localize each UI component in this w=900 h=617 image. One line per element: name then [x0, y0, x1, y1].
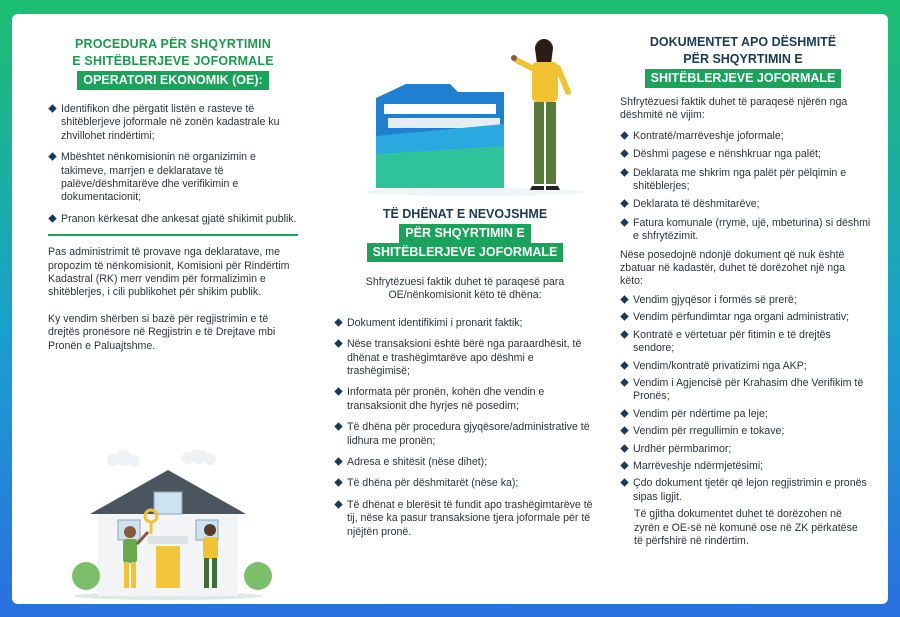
- section-divider: [48, 234, 298, 236]
- middle-banner-line1: PËR SHQYRTIMIN E: [399, 224, 530, 243]
- left-title-line2: E SHITËBLERJEVE JOFORMALE: [72, 54, 274, 68]
- folder-illustration: [354, 26, 594, 198]
- list-item: Marrëveshje ndërmjetësimi;: [620, 460, 874, 473]
- diamond-bullet-icon: [620, 313, 628, 321]
- list-item: Dokument identifikimi i pronarit faktik;: [334, 317, 596, 330]
- diamond-bullet-icon: [620, 218, 628, 226]
- list-item: Adresa e shitësit (nëse dihet);: [334, 456, 596, 469]
- right-outro: Të gjitha dokumentet duhet të dorëzohen në zyrën e OE-së në komunë ose në ZK përkatëse të përfshirë në rindërtim.: [634, 508, 858, 547]
- middle-column: [334, 14, 596, 604]
- right-bullet-list-2: [612, 294, 874, 504]
- diamond-bullet-icon: [48, 214, 56, 222]
- left-paragraph-2: Ky vendim shërben si bazë për regjistrimin e të drejtës pronësore në Regjistrin e të Drejtave mbi Pronën e Paluajtshme.: [48, 312, 276, 352]
- diamond-bullet-icon: [334, 318, 342, 326]
- list-item: Informata për pronën, kohën dhe vendin e transaksionit dhe hyrjes në posedim;: [334, 386, 596, 413]
- list-item: Vendim i Agjencisë për Krahasim dhe Verifikim të Pronës;: [620, 377, 874, 404]
- diamond-bullet-icon: [620, 461, 628, 469]
- list-item: Identifikon dhe përgatit listën e rasteve të shitëblerjeve joformale në zonën kadastrale ku zhvillohet rindërtimi;: [48, 103, 298, 143]
- house-illustration: [68, 450, 278, 600]
- left-paragraph-1: Pas administrimit të provave nga deklaratave, me propozim të nënkomisionit, Komisioni për Rindërtim Kadastral (RK) merr vendim për formalizimin e shitëblerjes, i cili publikohet për shikim publik.: [48, 246, 290, 299]
- list-item: Vendim/kontratë privatizimi nga AKP;: [620, 360, 874, 373]
- diamond-bullet-icon: [334, 423, 342, 431]
- list-item: Mbështet nënkomisionin në organizimin e takimeve, marrjen e deklaratave të palëve/dëshmitarëve dhe verifikimin e dokumentacionit;: [48, 151, 298, 205]
- diamond-bullet-icon: [334, 479, 342, 487]
- list-item: Kontratë e vërtetuar për fitimin e të drejtës sendore;: [620, 329, 874, 356]
- list-item: Vendim për ndërtime pa leje;: [620, 408, 874, 421]
- list-item: Pranon kërkesat dhe ankesat gjatë shikimit publik.: [48, 213, 298, 226]
- list-item: Vendim përfundimtar nga organi administrativ;: [620, 311, 874, 324]
- right-mid-text: Nëse posedojnë ndonjë dokument që nuk është zbatuar në kadastër, duhet të dorëzohet një nga këto:: [620, 248, 845, 288]
- diamond-bullet-icon: [620, 378, 628, 386]
- diamond-bullet-icon: [620, 426, 628, 434]
- diamond-bullet-icon: [48, 104, 56, 112]
- list-item: Deklarata të dëshmitarëve;: [620, 198, 874, 211]
- middle-banner-line2: SHITËBLERJEVE JOFORMALE: [367, 243, 564, 262]
- list-item: Të dhëna për dëshmitarët (nëse ka);: [334, 477, 596, 490]
- diamond-bullet-icon: [620, 479, 628, 487]
- list-item: Nëse transaksioni është bërë nga paraardhësit, të dhënat e trashëgimtarëve apo dëshmi e trashëgimisë;: [334, 338, 596, 378]
- diamond-bullet-icon: [620, 295, 628, 303]
- right-bullet-list-1: [612, 130, 874, 244]
- left-title-line1: PROCEDURA PËR SHQYRTIMIN: [74, 37, 272, 51]
- list-item: Kontratë/marrëveshje joformale;: [620, 130, 874, 143]
- list-item: Të dhëna për procedura gjyqësore/administrative të lidhura me pronën;: [334, 421, 596, 448]
- diamond-bullet-icon: [334, 500, 342, 508]
- diamond-bullet-icon: [620, 150, 628, 158]
- diamond-bullet-icon: [620, 330, 628, 338]
- list-item: Urdhër përmbarimor;: [620, 443, 874, 456]
- left-column: [48, 14, 298, 604]
- diamond-bullet-icon: [48, 153, 56, 161]
- right-banner: SHITËBLERJEVE JOFORMALE: [645, 69, 842, 88]
- diamond-bullet-icon: [620, 361, 628, 369]
- right-column: [612, 14, 874, 604]
- left-bullet-list: [48, 103, 298, 226]
- diamond-bullet-icon: [620, 444, 628, 452]
- brochure-page: [12, 14, 888, 604]
- list-item: Fatura komunale (rrymë, ujë, mbeturina) si dëshmi e shfrytëzimit.: [620, 217, 874, 244]
- list-item: Çdo dokument tjetër që lejon regjistrimin e pronës sipas ligjit.: [620, 477, 874, 504]
- diamond-bullet-icon: [620, 200, 628, 208]
- diamond-bullet-icon: [334, 340, 342, 348]
- right-title-line2: PËR SHQYRTIMIN E: [683, 52, 803, 66]
- right-title-line1: DOKUMENTET APO DËSHMITË: [649, 35, 837, 49]
- middle-intro: Shfrytëzuesi faktik duhet të paraqesë para OE/nënkomisionit këto të dhëna:: [365, 276, 565, 302]
- left-banner: OPERATORI EKONOMIK (OE):: [77, 71, 268, 90]
- woman-illustration: [511, 39, 568, 190]
- right-intro: Shfrytëzuesi faktik duhet të paraqesë njërën nga dëshmitë në vijim:: [620, 96, 848, 122]
- list-item: Vendim për rregullimin e tokave;: [620, 425, 874, 438]
- middle-bullet-list: [334, 317, 596, 539]
- list-item: Deklarata me shkrim nga palët për pëlqimin e shitëblerjes;: [620, 167, 874, 194]
- diamond-bullet-icon: [620, 168, 628, 176]
- list-item: Dëshmi pagese e nënshkruar nga palët;: [620, 148, 874, 161]
- diamond-bullet-icon: [334, 388, 342, 396]
- list-item: Të dhënat e blerësit të fundit apo trashëgimtarëve të tij, nëse ka pasur transaksione tjera joformale për të njëjtën pronë.: [334, 499, 596, 539]
- middle-title: TË DHËNAT E NEVOJSHME: [382, 207, 548, 221]
- diamond-bullet-icon: [620, 131, 628, 139]
- list-item: Vendim gjyqësor i formës së prerë;: [620, 294, 874, 307]
- diamond-bullet-icon: [620, 409, 628, 417]
- diamond-bullet-icon: [334, 457, 342, 465]
